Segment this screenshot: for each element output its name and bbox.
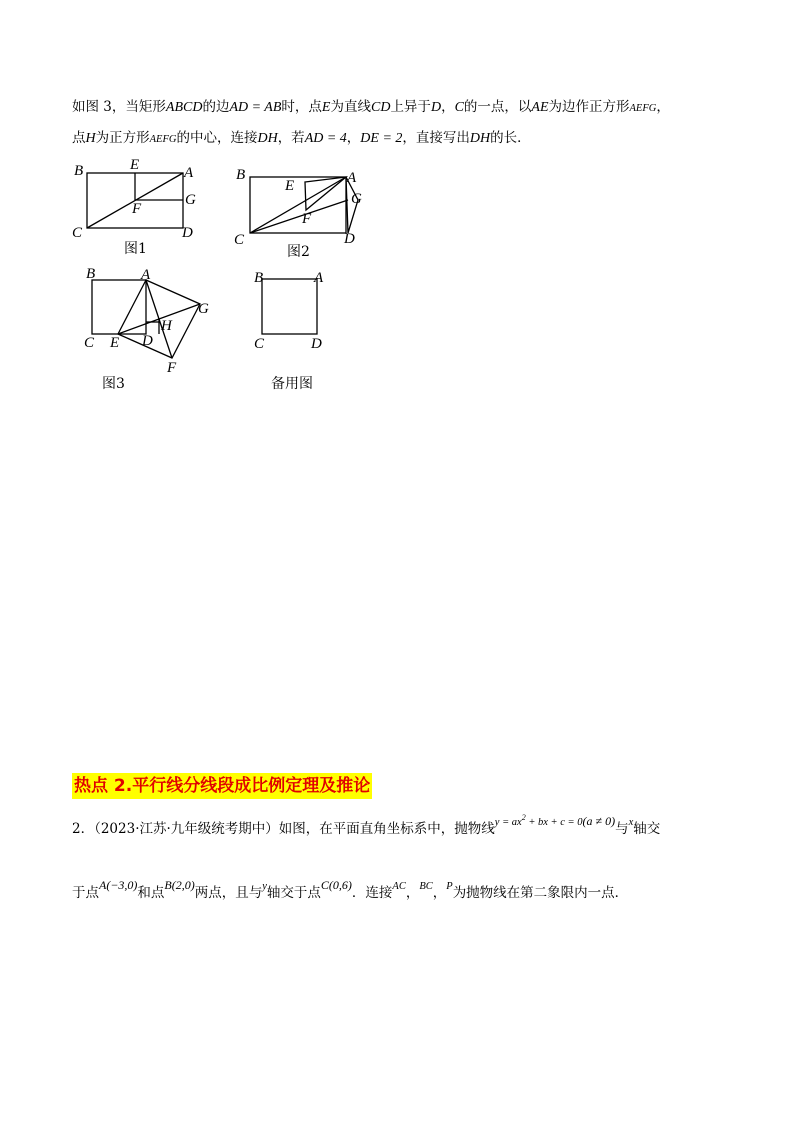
fig3-label-e: E <box>110 335 120 351</box>
fig1-label-d: D <box>182 225 193 241</box>
fig1-label-c: C <box>72 225 83 241</box>
fig4-label-d: D <box>311 336 322 352</box>
fig3-label-b: B <box>86 268 96 282</box>
problem2-line1: 2．（2023·江苏·九年级统考期中）如图，在平面直角坐标系中，抛物线$y = ax^2$ + bx + c = 0(a ≠ 0)与$^x$轴交 <box>72 813 661 837</box>
fig2-label-b: B <box>236 167 246 183</box>
fig2-label-g: G <box>351 191 362 207</box>
problem1-line2: 点H为正方形AEFG的中心，连接DH，若AD = 4，DE = 2，直接写出DH的长． <box>72 130 531 146</box>
fig3-label-d: D <box>142 333 153 349</box>
problem1-line1: 如图 3，当矩形ABCD的边AD = AB时，点E为直线CD上异于D，C的一点，以AE为边作正方形AEFG， <box>72 99 670 115</box>
fig1-label-b: B <box>74 163 84 179</box>
fig1-label-e: E <box>130 157 140 173</box>
fig3-label-c: C <box>84 335 95 351</box>
figure-1 <box>70 155 200 245</box>
fig2-label-a: A <box>347 170 357 186</box>
fig1-label-f: F <box>132 201 142 217</box>
fig4-label-b: B <box>254 270 264 286</box>
figure-2 <box>230 160 370 250</box>
figure-4-spare <box>248 268 338 358</box>
fig3-label-a: A <box>141 268 151 283</box>
fig3-label-h: H <box>161 318 172 334</box>
fig3-label-f: F <box>167 360 177 376</box>
fig2-label-d: D <box>344 231 355 247</box>
problem2-line2: 于点A(−3,0)和点B(2,0)两点，且与$^y$轴交于点C(0,6)．连接$^{AC}$，$^{BC}$，$^P$为抛物线在第二象限内一点． <box>72 878 629 901</box>
fig3-caption: 图3 <box>102 376 125 392</box>
fig4-label-a: A <box>314 270 324 286</box>
fig3-label-g: G <box>198 301 209 317</box>
fig1-caption: 图1 <box>124 241 147 257</box>
fig2-caption: 图2 <box>287 244 310 260</box>
fig4-label-c: C <box>254 336 265 352</box>
fig1-label-a: A <box>184 165 194 181</box>
fig2-label-f: F <box>302 211 312 227</box>
fig4-caption: 备用图 <box>271 376 313 392</box>
fig2-label-e: E <box>285 178 295 194</box>
figure-3 <box>78 268 218 378</box>
section-heading: 热点 2.平行线分线段成比例定理及推论 <box>72 773 372 799</box>
fig2-label-c: C <box>234 232 245 248</box>
fig1-label-g: G <box>185 192 196 208</box>
